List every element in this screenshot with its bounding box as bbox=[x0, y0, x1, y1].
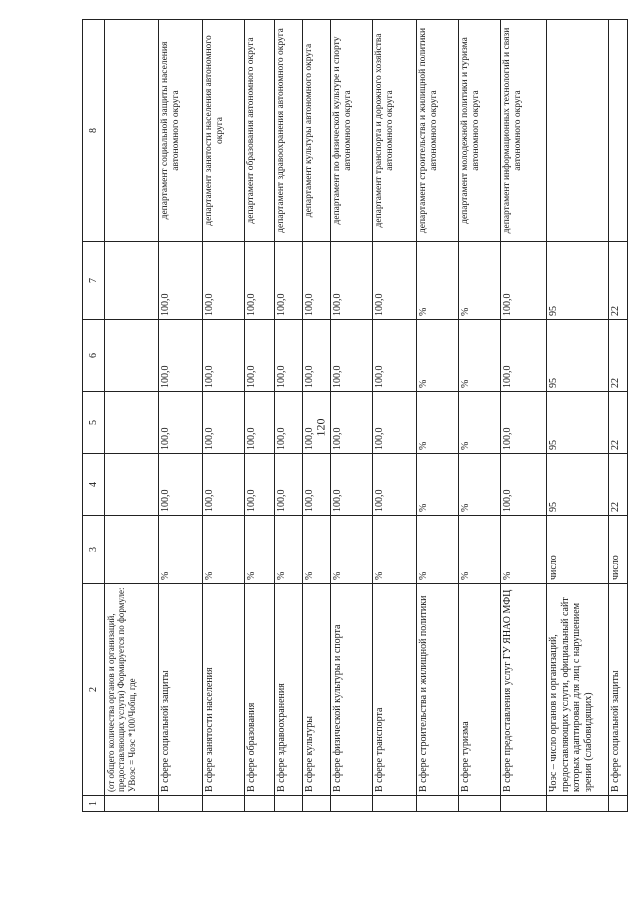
cell-value-4: 100,0 bbox=[501, 454, 547, 516]
cell-value-5: 95 bbox=[547, 392, 609, 454]
indicators-table bbox=[82, 19, 628, 812]
cell-value-7 bbox=[105, 242, 159, 320]
cell-value-4: 100,0 bbox=[303, 454, 331, 516]
cell-row-number bbox=[501, 796, 547, 812]
cell-responsible bbox=[547, 20, 609, 242]
cell-value-5: 100,0 bbox=[331, 392, 373, 454]
cell-responsible: департамент молодежной политики и туризма автономного округа bbox=[459, 20, 501, 242]
cell-row-number bbox=[331, 796, 373, 812]
cell-value-6: 22 bbox=[609, 320, 628, 392]
table-row bbox=[459, 20, 501, 812]
rotated-table-frame bbox=[82, 20, 621, 812]
cell-value-6: 100,0 bbox=[501, 320, 547, 392]
cell-unit: % bbox=[203, 516, 245, 584]
cell-indicator: (от общего количества органов и организаций, предоставляющих услуги) Формируется по формуле: УВоэс = Чоэс *100/Чобщ, где bbox=[105, 584, 159, 796]
cell-responsible: департамент социальной защиты населения автономного округа bbox=[159, 20, 203, 242]
cell-value-5: 22 bbox=[609, 392, 628, 454]
cell-value-5 bbox=[105, 392, 159, 454]
header-cell-5: 5 bbox=[83, 392, 105, 454]
cell-value-7: 22 bbox=[609, 242, 628, 320]
cell-value-6: 100,0 bbox=[245, 320, 275, 392]
cell-value-4: 100,0 bbox=[203, 454, 245, 516]
header-cell-8: 8 bbox=[83, 20, 105, 242]
cell-value-5: % bbox=[459, 392, 501, 454]
cell-indicator: В сфере здравоохранения bbox=[275, 584, 303, 796]
cell-value-6 bbox=[105, 320, 159, 392]
table-row bbox=[417, 20, 459, 812]
cell-indicator: Чоэс – число органов и организаций, предоставляющих услуги, официальный сайт которых адаптирован для лиц с нарушением зрения (слабовидящих) bbox=[547, 584, 609, 796]
cell-value-5: 100,0 bbox=[245, 392, 275, 454]
cell-indicator: В сфере туризма bbox=[459, 584, 501, 796]
cell-value-4: % bbox=[417, 454, 459, 516]
table-row bbox=[303, 20, 331, 812]
cell-indicator: В сфере социальной защиты bbox=[609, 584, 628, 796]
cell-row-number bbox=[159, 796, 203, 812]
cell-row-number bbox=[203, 796, 245, 812]
table-wrap bbox=[82, 20, 621, 812]
cell-unit bbox=[105, 516, 159, 584]
table-row bbox=[203, 20, 245, 812]
cell-indicator: В сфере социальной защиты bbox=[159, 584, 203, 796]
cell-unit: % bbox=[501, 516, 547, 584]
cell-unit: % bbox=[159, 516, 203, 584]
cell-value-5: 100,0 bbox=[159, 392, 203, 454]
cell-value-6: % bbox=[459, 320, 501, 392]
cell-row-number bbox=[105, 796, 159, 812]
cell-value-4: 100,0 bbox=[159, 454, 203, 516]
cell-unit: % bbox=[275, 516, 303, 584]
cell-value-4: 100,0 bbox=[373, 454, 417, 516]
cell-value-7: % bbox=[459, 242, 501, 320]
cell-value-4: 100,0 bbox=[331, 454, 373, 516]
cell-value-6: 100,0 bbox=[275, 320, 303, 392]
cell-value-5: 100,0 bbox=[303, 392, 331, 454]
cell-responsible: департамент образования автономного округа bbox=[245, 20, 275, 242]
cell-responsible: департамент по физической культуре и спорту автономного округа bbox=[331, 20, 373, 242]
cell-value-7: 100,0 bbox=[331, 242, 373, 320]
cell-value-7: 100,0 bbox=[373, 242, 417, 320]
header-cell-4: 4 bbox=[83, 454, 105, 516]
table-row bbox=[547, 20, 609, 812]
cell-value-4: % bbox=[459, 454, 501, 516]
table-header-row bbox=[83, 20, 105, 812]
table-row bbox=[609, 20, 628, 812]
cell-value-5: 100,0 bbox=[275, 392, 303, 454]
cell-unit: % bbox=[373, 516, 417, 584]
cell-indicator: В сфере образования bbox=[245, 584, 275, 796]
cell-value-6: 100,0 bbox=[159, 320, 203, 392]
cell-value-4: 100,0 bbox=[245, 454, 275, 516]
cell-value-6: 100,0 bbox=[303, 320, 331, 392]
cell-value-6: % bbox=[417, 320, 459, 392]
cell-value-4: 95 bbox=[547, 454, 609, 516]
cell-row-number bbox=[275, 796, 303, 812]
cell-unit: % bbox=[417, 516, 459, 584]
cell-row-number bbox=[609, 796, 628, 812]
table-row bbox=[245, 20, 275, 812]
table-row bbox=[105, 20, 159, 812]
cell-value-5: 100,0 bbox=[373, 392, 417, 454]
cell-unit: % bbox=[459, 516, 501, 584]
cell-value-4: 22 bbox=[609, 454, 628, 516]
header-cell-7: 7 bbox=[83, 242, 105, 320]
cell-value-7: 100,0 bbox=[159, 242, 203, 320]
cell-responsible: департамент строительства и жилищной политики автономного округа bbox=[417, 20, 459, 242]
cell-responsible: департамент занятости населения автономного округа bbox=[203, 20, 245, 242]
cell-value-6: 100,0 bbox=[331, 320, 373, 392]
cell-row-number bbox=[459, 796, 501, 812]
table-row bbox=[331, 20, 373, 812]
cell-indicator: В сфере культуры bbox=[303, 584, 331, 796]
cell-responsible: департамент здравоохранения автономного округа bbox=[275, 20, 303, 242]
cell-indicator: В сфере предоставления услуг ГУ ЯНАО МФЦ bbox=[501, 584, 547, 796]
table-row bbox=[373, 20, 417, 812]
cell-row-number bbox=[245, 796, 275, 812]
cell-value-4 bbox=[105, 454, 159, 516]
cell-indicator: В сфере строительства и жилищной политики bbox=[417, 584, 459, 796]
cell-responsible: департамент информационных технологий и связи автономного округа bbox=[501, 20, 547, 242]
cell-value-7: % bbox=[417, 242, 459, 320]
cell-unit: число bbox=[609, 516, 628, 584]
cell-value-7: 100,0 bbox=[275, 242, 303, 320]
cell-value-7: 100,0 bbox=[501, 242, 547, 320]
cell-responsible: департамент культуры автономного округа bbox=[303, 20, 331, 242]
cell-responsible bbox=[105, 20, 159, 242]
cell-unit: % bbox=[245, 516, 275, 584]
cell-row-number bbox=[417, 796, 459, 812]
cell-value-6: 95 bbox=[547, 320, 609, 392]
cell-unit: % bbox=[331, 516, 373, 584]
cell-indicator: В сфере транспорта bbox=[373, 584, 417, 796]
cell-value-7: 95 bbox=[547, 242, 609, 320]
cell-unit: % bbox=[303, 516, 331, 584]
cell-row-number bbox=[373, 796, 417, 812]
cell-value-4: 100,0 bbox=[275, 454, 303, 516]
header-cell-6: 6 bbox=[83, 320, 105, 392]
table-row bbox=[275, 20, 303, 812]
cell-value-7: 100,0 bbox=[245, 242, 275, 320]
header-cell-1: 1 bbox=[83, 796, 105, 812]
cell-row-number bbox=[547, 796, 609, 812]
cell-value-5: % bbox=[417, 392, 459, 454]
header-cell-2: 2 bbox=[83, 584, 105, 796]
cell-value-6: 100,0 bbox=[203, 320, 245, 392]
cell-row-number bbox=[303, 796, 331, 812]
cell-value-6: 100,0 bbox=[373, 320, 417, 392]
cell-unit: число bbox=[547, 516, 609, 584]
cell-indicator: В сфере физической культуры и спорта bbox=[331, 584, 373, 796]
cell-responsible bbox=[609, 20, 628, 242]
cell-value-5: 100,0 bbox=[501, 392, 547, 454]
header-cell-3: 3 bbox=[83, 516, 105, 584]
cell-indicator: В сфере занятости населения bbox=[203, 584, 245, 796]
cell-value-5: 100,0 bbox=[203, 392, 245, 454]
table-row bbox=[501, 20, 547, 812]
table-row bbox=[159, 20, 203, 812]
cell-value-7: 100,0 bbox=[303, 242, 331, 320]
cell-value-7: 100,0 bbox=[203, 242, 245, 320]
page-number: 120 bbox=[313, 418, 328, 437]
cell-responsible: департамент транспорта и дорожного хозяйства автономного округа bbox=[373, 20, 417, 242]
